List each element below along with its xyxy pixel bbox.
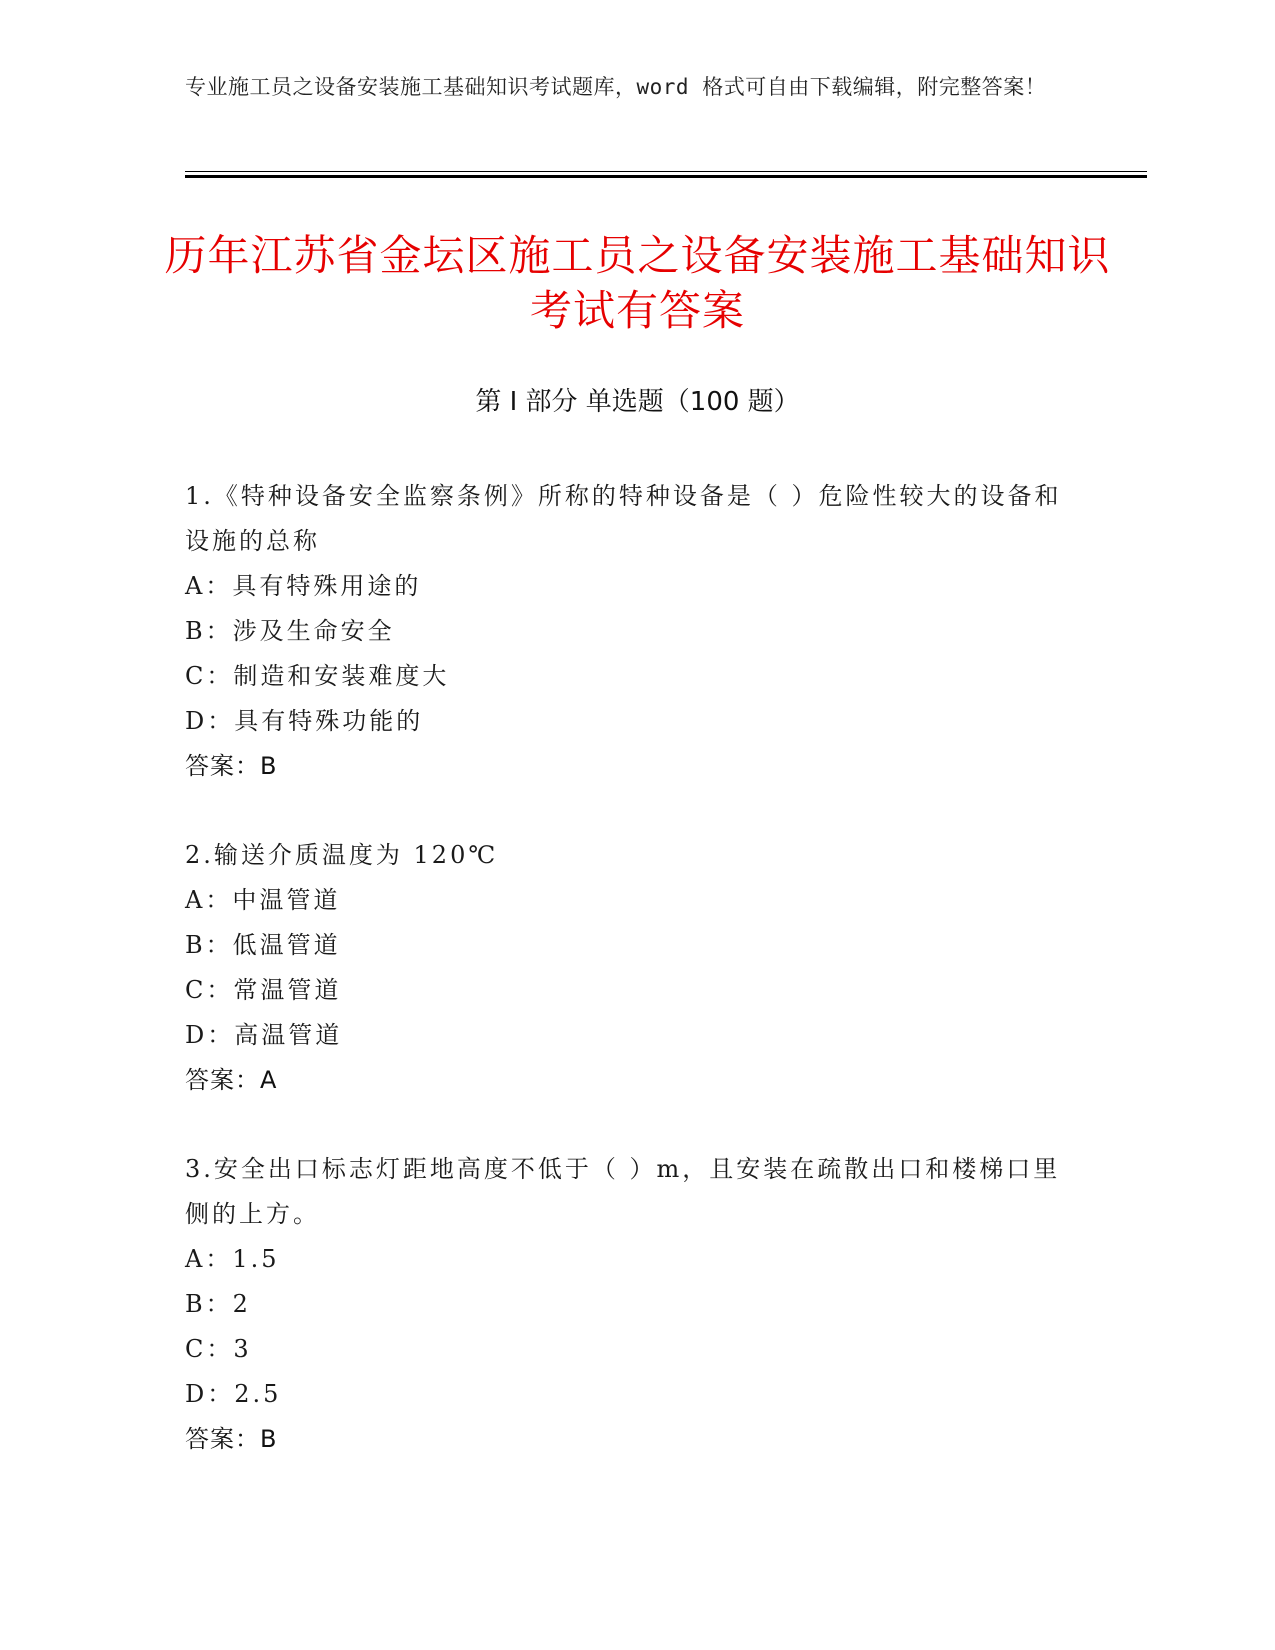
option-b: B：涉及生命安全 xyxy=(185,617,395,645)
question-item xyxy=(185,833,1085,1103)
answer-line: 答案：B xyxy=(185,1425,278,1453)
header-divider-thick xyxy=(185,175,1147,178)
header-note: 专业施工员之设备安装施工基础知识考试题库，word 格式可自由下载编辑，附完整答案！ xyxy=(185,75,1047,99)
option-a: A：中温管道 xyxy=(185,886,341,914)
option-c: C：制造和安装难度大 xyxy=(185,662,450,690)
document-title: 历年江苏省金坛区施工员之设备安装施工基础知识考试有答案 xyxy=(164,231,1111,335)
option-d: D：具有特殊功能的 xyxy=(185,707,424,735)
option-b: B：2 xyxy=(185,1290,251,1318)
header-divider-thin xyxy=(185,171,1147,172)
section-heading: 第 I 部分 单选题（100 题） xyxy=(475,387,800,417)
option-c: C：常温管道 xyxy=(185,976,342,1004)
question-text: 2.输送介质温度为 120℃ xyxy=(185,841,499,869)
answer-line: 答案：B xyxy=(185,752,278,780)
option-a: A：具有特殊用途的 xyxy=(185,572,422,600)
option-a: A：1.5 xyxy=(185,1245,280,1273)
question-text: 3.安全出口标志灯距地高度不低于（ ）m，且安装在疏散出口和楼梯口里侧的上方。 xyxy=(185,1155,1061,1228)
question-item xyxy=(185,474,1085,789)
question-list xyxy=(185,474,1085,1506)
answer-line: 答案：A xyxy=(185,1066,278,1094)
option-d: D：高温管道 xyxy=(185,1021,343,1049)
option-c: C：3 xyxy=(185,1335,252,1363)
option-d: D：2.5 xyxy=(185,1380,282,1408)
option-b: B：低温管道 xyxy=(185,931,341,959)
question-text: 1.《特种设备安全监察条例》所称的特种设备是（ ）危险性较大的设备和设施的总称 xyxy=(185,482,1062,555)
question-item xyxy=(185,1147,1085,1462)
